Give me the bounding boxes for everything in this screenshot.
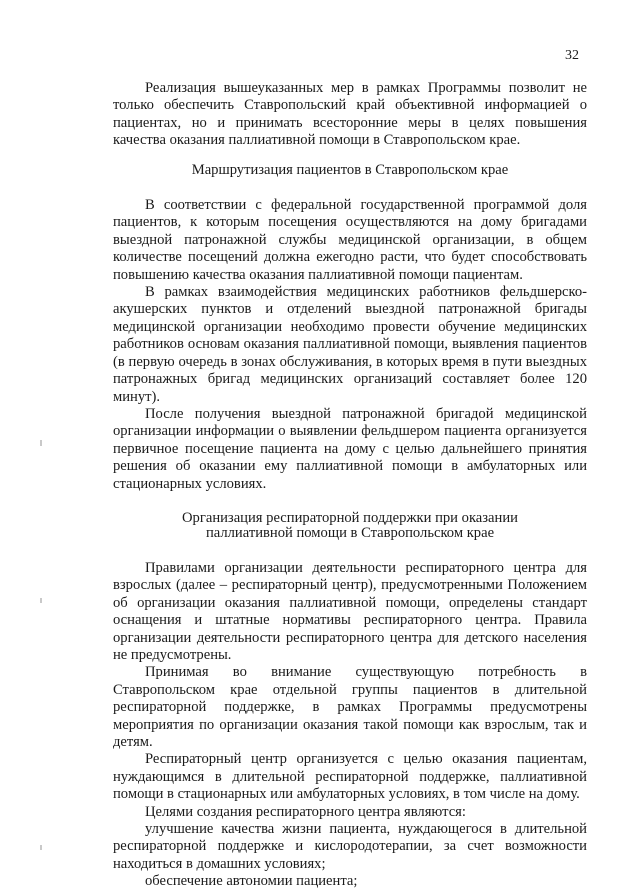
paragraph-respiratory-4: Целями создания респираторного центра являются:: [145, 803, 466, 820]
paragraph-routing-1: В соответствии с федеральной государственной программой доля пациентов, к которым посещения осуществляются на дому бригадами выездной патронажной службы медицинской организации, в общем количестве посещений должна ежегодно расти, что будет способствовать повышению качества оказания паллиативной помощи пациентам.: [113, 197, 587, 283]
document-body: [113, 80, 587, 891]
section-title-routing: Маршрутизация пациентов в Ставропольском крае: [191, 161, 509, 178]
section-title-respiratory-line2: паллиативной помощи в Ставропольском крае: [205, 525, 495, 542]
scan-mark: [40, 598, 42, 603]
section-title-respiratory-line1: Организация респираторной поддержки при оказании: [182, 509, 518, 526]
paragraph-routing-2: В рамках взаимодействия медицинских работников фельдшерско-акушерских пунктов и отделений выездной патронажной бригады медицинской организации необходимо провести обучение медицинских работников основам оказания паллиативной помощи, выявления пациентов (в первую очередь в зонах обслуживания, в которых время в пути выездных патронажных бригад медицинских организаций составляет более 120 минут).: [113, 284, 587, 405]
page-number: 32: [565, 48, 579, 63]
paragraph-intro: Реализация вышеуказанных мер в рамках Программы позволит не только обеспечить Ставропольский край объективной информацией о пациентах, но и принимать всесторонние меры в целях повышения качества оказания паллиативной помощи в Ставропольском крае.: [113, 80, 587, 149]
paragraph-respiratory-5: улучшение качества жизни пациента, нуждающегося в длительной респираторной поддержке и кислородотерапии, за счет возможности находиться в домашних условиях;: [113, 821, 587, 872]
paragraph-respiratory-6: обеспечение автономии пациента;: [145, 873, 358, 890]
paragraph-respiratory-2: Принимая во внимание существующую потребность в Ставропольском крае отдельной группы пациентов в длительной респираторной поддержке, в рамках Программы предусмотрены мероприятия по организации оказания такой помощи как взрослым, так и детям.: [113, 664, 587, 750]
paragraph-routing-3: После получения выездной патронажной бригадой медицинской организации информации о выявлении фельдшером пациента организуется первичное посещение пациента на дому с целью дальнейшего принятия решения об оказании ему паллиативной помощи в амбулаторных или стационарных условиях.: [113, 405, 587, 492]
scan-mark: [40, 440, 42, 446]
scan-mark: [40, 845, 42, 850]
paragraph-respiratory-1: Правилами организации деятельности респираторного центра для взрослых (далее – респираторный центр), предусмотренными Положением об организации оказания паллиативной помощи, определены стандарт оснащения и штатные нормативы респираторного центра. Правила организации деятельности респираторного центра для детского населения не предусмотрены.: [113, 559, 587, 663]
paragraph-respiratory-3: Респираторный центр организуется с целью оказания пациентам, нуждающимся в длительной респираторной поддержке, паллиативной помощи в стационарных или амбулаторных условиях, в том числе на дому.: [113, 751, 587, 803]
section-title-respiratory: [113, 511, 587, 542]
